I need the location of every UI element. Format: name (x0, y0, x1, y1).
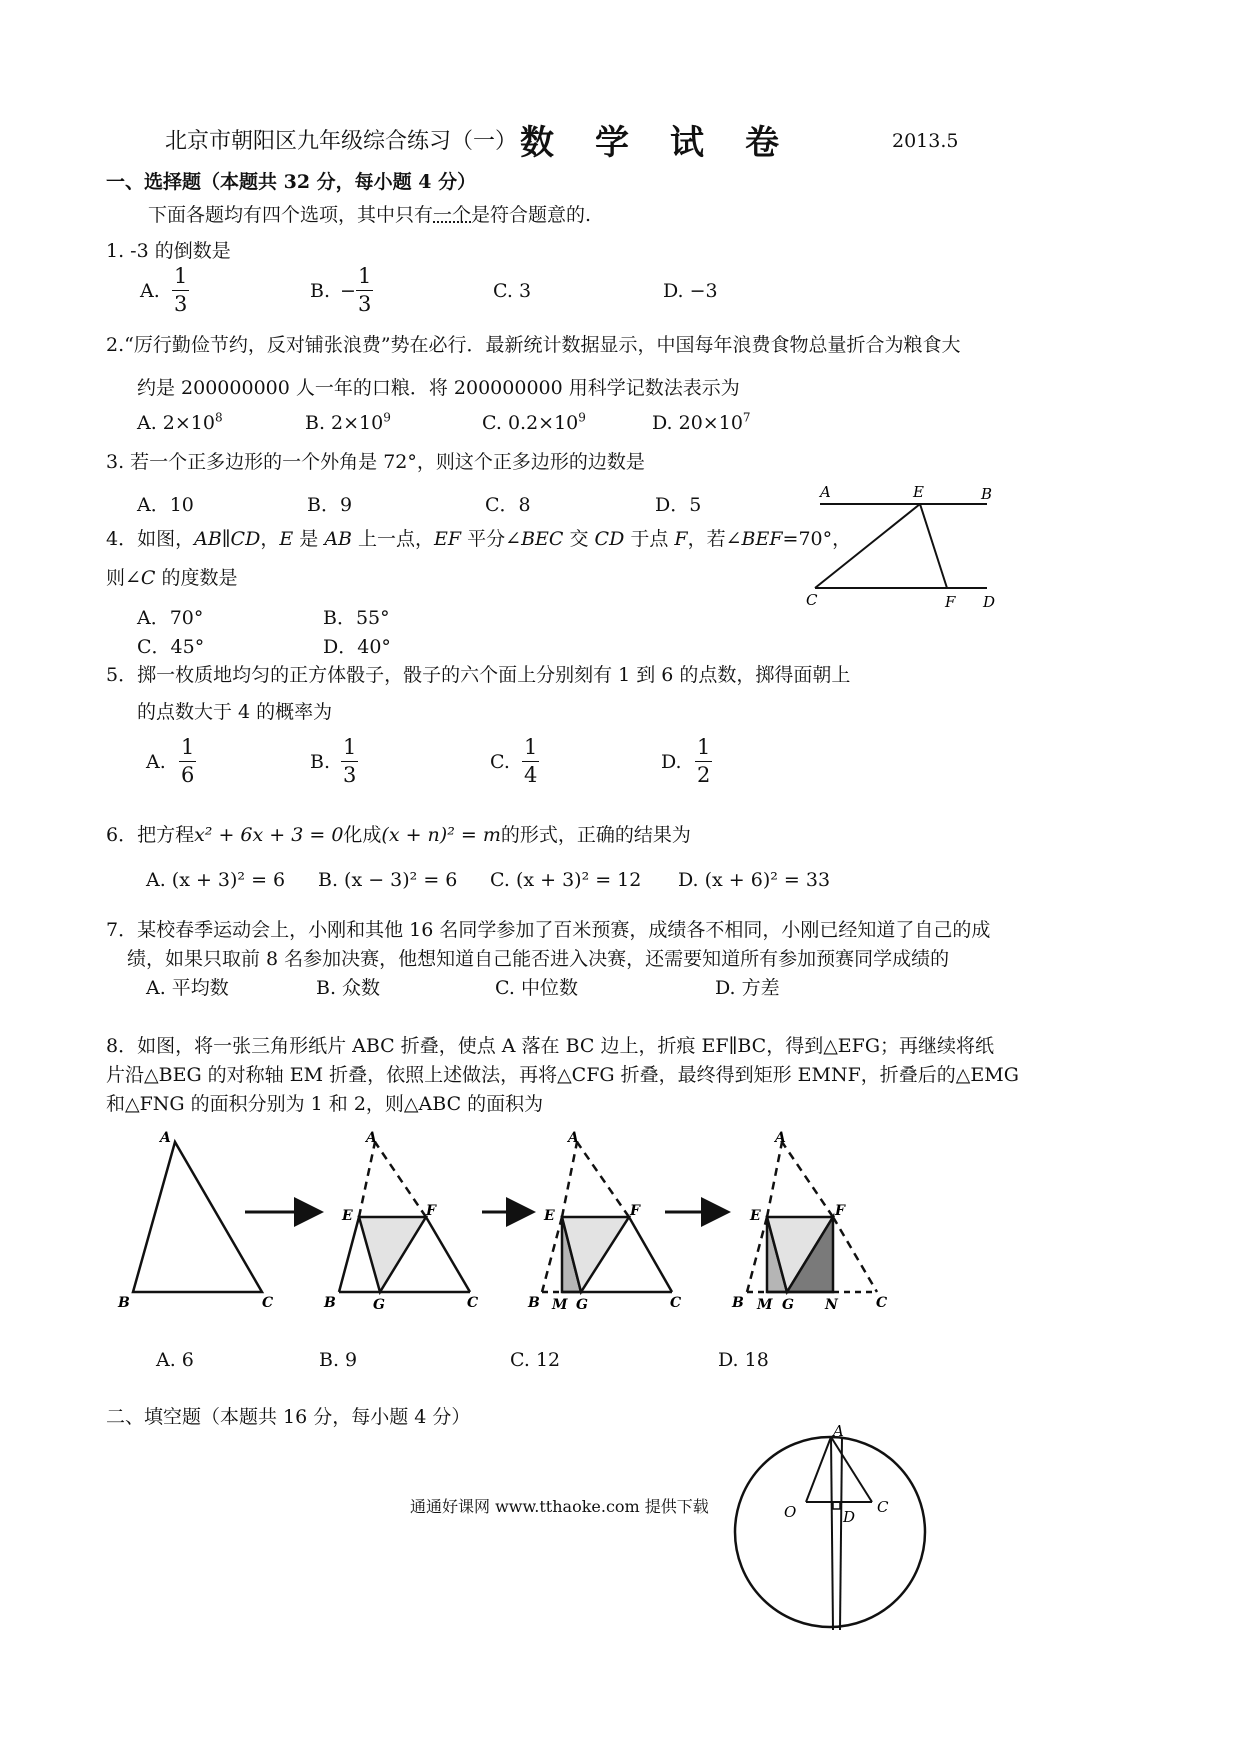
q8f3-label-f: F (630, 1203, 640, 1219)
exam-title-char-2: 学 (595, 123, 629, 163)
q5-option-d-label: D. (661, 751, 682, 773)
q8-line1: 8．如图，将一张三角形纸片 ABC 折叠，使点 A 落在 BC 边上，折痕 EF∥BC，得到△EFG；再继续将纸 (106, 1035, 995, 1057)
right-angle-mark (833, 1502, 840, 1509)
q5-a-den: 6 (181, 763, 195, 787)
q1-a-numerator: 1 (174, 264, 188, 288)
q6-option-d: D. (x + 6)² = 33 (678, 869, 831, 891)
q3-option-a: A．10 (137, 494, 194, 516)
q4-label-a: A (820, 483, 831, 501)
q4-t-b: AB∥CD (194, 528, 261, 550)
q6-stem-b: 化成 (343, 824, 382, 846)
q7-option-b: B. 众数 (316, 977, 381, 999)
q5-b-num: 1 (343, 735, 357, 759)
q8f4-label-c: C (876, 1295, 888, 1311)
circle-label-c: C (877, 1498, 889, 1516)
q8f1-label-b: B (118, 1295, 130, 1311)
q8f2-label-b: B (324, 1295, 336, 1311)
circle-o (735, 1437, 925, 1627)
q1-option-b-label: B. (310, 280, 331, 302)
q4-l2-c: 的度数是 (155, 567, 238, 589)
q8f4-label-a: A (775, 1130, 786, 1146)
instruction-emphasis: 一个 (433, 204, 472, 226)
q4-t-f: AB (324, 528, 352, 550)
q2-d-exp: 7 (742, 410, 751, 425)
q8f2-label-c: C (467, 1295, 479, 1311)
line-ec (815, 504, 920, 588)
q8-option-d: D. 18 (718, 1349, 769, 1371)
q8-option-b: B. 9 (319, 1349, 358, 1371)
q4-label-c: C (806, 591, 818, 609)
q4-figure (805, 480, 1015, 615)
q4-line1 (106, 524, 851, 551)
q4-line2 (106, 563, 238, 590)
line-ad (831, 1437, 833, 1630)
exam-date: 2013.5 (892, 130, 959, 152)
q8f4-label-n: N (825, 1297, 838, 1313)
q2-c-base: C. 0.2×10 (482, 412, 579, 434)
q7-option-d: D. 方差 (715, 977, 780, 999)
q8-option-c: C. 12 (510, 1349, 561, 1371)
q6-option-b: B. (x − 3)² = 6 (318, 869, 458, 891)
q4-t-l: CD (594, 528, 625, 550)
q5-line2: 的点数大于 4 的概率为 (137, 701, 333, 723)
circle-label-a: A (833, 1422, 844, 1440)
footer-credit: 通通好课网 www.tthaoke.com 提供下载 (410, 1497, 709, 1516)
q8-line2: 片沿△BEG 的对称轴 EM 折叠，依照上述做法，再将△CFG 折叠，最终得到矩形 EMNF，折叠后的△EMG (106, 1064, 1019, 1086)
q5-d-num: 1 (697, 735, 711, 759)
q7-line2: 绩，如果只取前 8 名参加决赛，他想知道自己能否进入决赛，还需要知道所有参加预赛同学成绩的 (127, 948, 950, 970)
q4-t-j: BEC (521, 528, 564, 550)
q2-a-exp: 8 (215, 410, 223, 425)
q8f2-label-g: G (373, 1297, 385, 1313)
q6-option-a: A. (x + 3)² = 6 (146, 869, 286, 891)
q5-option-b-label: B. (310, 751, 331, 773)
q7-line1: 7．某校春季运动会上，小刚和其他 16 名同学参加了百米预赛，成绩各不相同，小刚已经知道了自己的成 (106, 919, 991, 941)
q8-figures (100, 1120, 910, 1320)
q1-option-c: C. 3 (493, 280, 532, 302)
q1-option-a-fraction (172, 266, 189, 315)
section2-heading: 二、填空题（本题共 16 分，每小题 4 分） (106, 1406, 471, 1428)
line-ao (806, 1437, 831, 1502)
q8-fig4 (731, 1130, 887, 1313)
q8f3-label-a: A (568, 1130, 579, 1146)
q4-t-k: 交 (563, 528, 595, 550)
instruction-text-b: 是符合题意的. (471, 204, 592, 226)
q5-option-a-label: A. (146, 751, 166, 773)
exam-title-char-3: 试 (670, 123, 704, 163)
q1-stem: 1. -3 的倒数是 (106, 240, 231, 262)
q1-b-denominator: 3 (358, 292, 372, 316)
q8f1-label-a: A (160, 1130, 171, 1146)
q8f4-label-m: M (757, 1297, 773, 1313)
q5-line1: 5．掷一枚质地均匀的正方体骰子，骰子的六个面上分别刻有 1 到 6 的点数，掷得面朝上 (106, 664, 851, 686)
exam-title-char-1: 数 (520, 123, 554, 163)
q8f4-label-b: B (732, 1295, 744, 1311)
section1-heading: 一、选择题（本题共 32 分，每小题 4 分） (106, 171, 477, 193)
instruction-text-a: 下面各题均有四个选项，其中只有 (148, 204, 434, 226)
q5-option-c-label: C. (490, 751, 510, 773)
q2-line1: 2.“厉行勤俭节约，反对铺张浪费”势在必行．最新统计数据显示，中国每年浪费食物总量折合为粮食大 (106, 334, 961, 356)
q3-option-c: C．8 (485, 494, 531, 516)
q5-option-c-fraction (522, 737, 539, 786)
q4-t-m: 于点 (624, 528, 675, 550)
q6-stem-eq1: x² + 6x + 3 = 0 (194, 824, 344, 846)
q6-stem-c: 的形式，正确的结果为 (500, 824, 691, 846)
q2-a-base: A. 2×10 (137, 412, 215, 434)
q4-label-e: E (913, 483, 924, 501)
line-ef (920, 504, 947, 588)
section1-instruction (148, 200, 591, 227)
q1-b-numerator: 1 (358, 264, 372, 288)
q4-option-b: B．55° (323, 607, 390, 629)
q3-option-d: D．5 (655, 494, 702, 516)
q8f2-label-a: A (366, 1130, 377, 1146)
q4-option-a: A．70° (137, 607, 204, 629)
q1-a-denominator: 3 (174, 292, 188, 316)
circle-figure (730, 1420, 930, 1754)
q4-t-h: EF (434, 528, 462, 550)
q4-l2-b: C (140, 567, 156, 589)
q2-option-a (137, 412, 223, 434)
circle-label-d: D (843, 1508, 856, 1526)
q3-option-b: B．9 (307, 494, 353, 516)
q4-t-a: 4．如图， (106, 528, 195, 550)
q2-b-base: B. 2×10 (305, 412, 384, 434)
q4-label-b: B (981, 485, 993, 503)
q5-option-d-fraction (695, 737, 712, 786)
q8-fig3 (527, 1130, 681, 1313)
q8f2-label-e: E (342, 1208, 353, 1224)
q4-option-c: C．45° (137, 636, 205, 658)
q7-option-c: C. 中位数 (495, 977, 578, 999)
exam-title-char-4: 卷 (745, 123, 779, 163)
q4-t-q: =70°， (782, 528, 852, 550)
q4-t-d: E (279, 528, 294, 550)
q5-a-num: 1 (181, 735, 195, 759)
q2-b-exp: 9 (383, 410, 391, 425)
q2-c-exp: 9 (578, 410, 586, 425)
q6-stem-eq2: (x + n)² = m (381, 824, 501, 846)
q4-t-c: ， (260, 528, 280, 550)
q6-option-c: C. (x + 3)² = 12 (490, 869, 642, 891)
q4-l2-a: 则∠ (106, 567, 141, 589)
q8-fig1 (117, 1130, 273, 1311)
q8f4-label-e: E (750, 1208, 761, 1224)
q4-t-i: 平分∠ (461, 528, 522, 550)
q4-t-n: F (674, 528, 688, 550)
q6-stem-a: 6．把方程 (106, 824, 195, 846)
q8f1-label-c: C (262, 1295, 274, 1311)
q1-option-d: D. −3 (663, 280, 718, 302)
q8f3-label-c: C (670, 1295, 682, 1311)
q1-option-a-label: A. (140, 280, 160, 302)
q8-line3: 和△FNG 的面积分别为 1 和 2，则△ABC 的面积为 (106, 1093, 544, 1115)
q8-fig2 (323, 1130, 478, 1313)
q2-option-b (305, 412, 391, 434)
q5-d-den: 2 (697, 763, 711, 787)
q2-option-d (652, 412, 751, 434)
q4-t-e: 是 (293, 528, 325, 550)
q4-option-d: D．40° (323, 636, 391, 658)
q8f3-label-b: B (528, 1295, 540, 1311)
q2-option-c (482, 412, 586, 434)
q4-label-d: D (983, 593, 996, 611)
q2-d-base: D. 20×10 (652, 412, 743, 434)
q3-stem: 3. 若一个正多边形的一个外角是 72°，则这个正多边形的边数是 (106, 451, 645, 473)
q6-stem (106, 820, 691, 847)
q7-option-a: A. 平均数 (146, 977, 229, 999)
line-diameter (840, 1437, 842, 1630)
q5-c-den: 4 (524, 763, 538, 787)
q1-option-b-fraction (356, 266, 373, 315)
q8f4-label-g: G (782, 1297, 794, 1313)
circle-label-o: O (784, 1503, 797, 1521)
q4-t-p: BEF (741, 528, 783, 550)
line-ac (831, 1437, 872, 1502)
q4-t-g: 上一点， (352, 528, 435, 550)
q8-option-a: A. 6 (156, 1349, 194, 1371)
q5-option-a-fraction (179, 737, 196, 786)
q5-c-num: 1 (524, 735, 538, 759)
q5-b-den: 3 (343, 763, 357, 787)
q8f4-label-f: F (835, 1203, 845, 1219)
exam-title-prefix: 北京市朝阳区九年级综合练习（一） (165, 129, 518, 154)
q4-label-f: F (945, 593, 956, 611)
q8f3-label-e: E (544, 1208, 555, 1224)
q5-option-b-fraction (341, 737, 358, 786)
q2-line2: 约是 200000000 人一年的口粮．将 200000000 用科学记数法表示为 (137, 377, 740, 399)
q1-option-b-sign: − (340, 280, 356, 302)
q8f3-label-m: M (552, 1297, 568, 1313)
q8f3-label-g: G (576, 1297, 588, 1313)
q4-t-o: ，若∠ (687, 528, 742, 550)
q8f2-label-f: F (426, 1203, 436, 1219)
